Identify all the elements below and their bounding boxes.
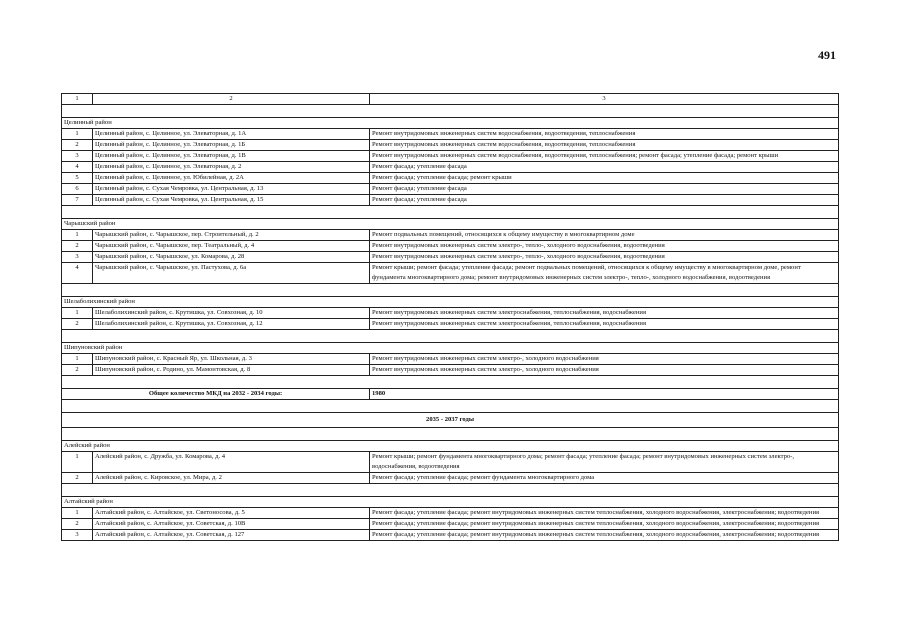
row-address: Алтайский район, с. Алтайское, ул. Светоносова, д. 5 bbox=[93, 508, 370, 519]
row-work-type: Ремонт внутридомовых инженерных систем электро-, тепло-, холодного водоснабжения, водоотведения bbox=[370, 241, 839, 252]
spacer-cell bbox=[62, 284, 839, 297]
table-row bbox=[62, 162, 839, 173]
row-work-type: Ремонт внутридомовых инженерных систем электро-, холодного водоснабжения bbox=[370, 365, 839, 376]
row-number: 1 bbox=[62, 354, 93, 365]
district-row bbox=[62, 497, 839, 508]
spacer-row bbox=[62, 400, 839, 413]
spacer-row bbox=[62, 376, 839, 389]
district-row bbox=[62, 297, 839, 308]
table-row bbox=[62, 354, 839, 365]
row-address: Шипуновский район, с. Красный Яр, ул. Школьная, д. 3 bbox=[93, 354, 370, 365]
row-number: 2 bbox=[62, 140, 93, 151]
table-row bbox=[62, 173, 839, 184]
row-address: Алейский район, с. Кировское, ул. Мира, д. 2 bbox=[93, 473, 370, 484]
row-work-type: Ремонт внутридомовых инженерных систем электроснабжения, теплоснабжения, водоснабжения bbox=[370, 308, 839, 319]
row-number: 6 bbox=[62, 184, 93, 195]
table-row bbox=[62, 241, 839, 252]
row-work-type: Ремонт фасада; утепление фасада bbox=[370, 162, 839, 173]
row-address: Чарышский район, с. Чарышское, ул. Комарова, д. 28 bbox=[93, 252, 370, 263]
row-number: 5 bbox=[62, 173, 93, 184]
row-work-type: Ремонт подвальных помещений, относящихся к общему имуществу в многоквартирном доме bbox=[370, 230, 839, 241]
period-heading: 2035 - 2037 годы bbox=[62, 413, 839, 428]
district-name: Алтайский район bbox=[62, 497, 839, 508]
table-row bbox=[62, 252, 839, 263]
district-row bbox=[62, 118, 839, 129]
row-number: 2 bbox=[62, 365, 93, 376]
row-work-type: Ремонт внутридомовых инженерных систем водоснабжения, водоотведения, теплоснабжения bbox=[370, 140, 839, 151]
row-work-type: Ремонт внутридомовых инженерных систем электро-, тепло-, холодного водоснабжения, водоотведения bbox=[370, 252, 839, 263]
row-number: 2 bbox=[62, 473, 93, 484]
period-row bbox=[62, 413, 839, 428]
row-work-type: Ремонт фасада; утепление фасада; ремонт крыши bbox=[370, 173, 839, 184]
row-address: Алтайский район, с. Алтайское, ул. Советская, д. 127 bbox=[93, 530, 370, 541]
row-work-type: Ремонт крыши; ремонт фасада; утепление фасада; ремонт подвальных помещений, относящихся к общему имуществу в многоквартирном доме, ремонт фундамента многоквартирного дома; ремонт внутридомовых инженерных систем электро-, тепло-, холодного водоснабжения, водоотведения bbox=[370, 263, 839, 284]
spacer-cell bbox=[62, 206, 839, 219]
table-row bbox=[62, 151, 839, 162]
row-number: 7 bbox=[62, 195, 93, 206]
row-number: 1 bbox=[62, 308, 93, 319]
row-number: 1 bbox=[62, 129, 93, 140]
row-work-type: Ремонт внутридомовых инженерных систем водоснабжения, водоотведения, теплоснабжения; ремонт фасада; утепление фасада; ремонт крыши bbox=[370, 151, 839, 162]
district-name: Шипуновский район bbox=[62, 343, 839, 354]
page-number: 491 bbox=[818, 48, 836, 62]
spacer-row bbox=[62, 428, 839, 441]
spacer-row bbox=[62, 105, 839, 118]
row-address: Целинный район, с. Целинное, ул. Элеваторная, д. 1В bbox=[93, 151, 370, 162]
row-address: Шелаболихинский район, с. Крутишка, ул. Совхозная, д. 12 bbox=[93, 319, 370, 330]
row-number: 3 bbox=[62, 530, 93, 541]
table-row bbox=[62, 140, 839, 151]
total-row bbox=[62, 389, 839, 400]
district-row bbox=[62, 441, 839, 452]
row-number: 4 bbox=[62, 162, 93, 173]
spacer-cell bbox=[62, 428, 839, 441]
table-row bbox=[62, 184, 839, 195]
table-row bbox=[62, 129, 839, 140]
column-address-header: 2 bbox=[93, 94, 370, 105]
spacer-row bbox=[62, 330, 839, 343]
row-work-type: Ремонт фасада; утепление фасада; ремонт внутридомовых инженерных систем теплоснабжения, холодного водоснабжения, электроснабжения; водоотведения bbox=[370, 530, 839, 541]
row-work-type: Ремонт фасада; утепление фасада; ремонт внутридомовых инженерных систем теплоснабжения, холодного водоснабжения, электроснабжения; водоотведения bbox=[370, 519, 839, 530]
table-row bbox=[62, 230, 839, 241]
table-row bbox=[62, 263, 839, 284]
row-address: Целинный район, с. Сухая Чемровка, ул. Центральная, д. 13 bbox=[93, 184, 370, 195]
row-address: Целинный район, с. Целинное, ул. Элеваторная, д. 1Б bbox=[93, 140, 370, 151]
spacer-cell bbox=[62, 105, 839, 118]
row-work-type: Ремонт крыши; ремонт фундамента многоквартирного дома; ремонт фасада; утепление фасада; ремонт внутридомовых инженерных систем электро-, водоснабжения, водоотведения bbox=[370, 452, 839, 473]
spacer-row bbox=[62, 206, 839, 219]
row-work-type: Ремонт фасада; утепление фасада bbox=[370, 195, 839, 206]
column-work-header: 3 bbox=[370, 94, 839, 105]
column-number-header: 1 bbox=[62, 94, 93, 105]
spacer-cell bbox=[62, 330, 839, 343]
row-number: 4 bbox=[62, 263, 93, 284]
row-work-type: Ремонт внутридомовых инженерных систем водоснабжения, водоотведения, теплоснабжения bbox=[370, 129, 839, 140]
district-name: Чарышский район bbox=[62, 219, 839, 230]
table-row bbox=[62, 473, 839, 484]
row-number: 3 bbox=[62, 252, 93, 263]
row-number: 2 bbox=[62, 519, 93, 530]
table-row bbox=[62, 308, 839, 319]
row-work-type: Ремонт фасада; утепление фасада; ремонт фундамента многоквартирного дома bbox=[370, 473, 839, 484]
row-work-type: Ремонт внутридомовых инженерных систем электроснабжения, теплоснабжения, водоснабжения bbox=[370, 319, 839, 330]
spacer-cell bbox=[62, 484, 839, 497]
table-row bbox=[62, 319, 839, 330]
spacer-cell bbox=[62, 376, 839, 389]
district-name: Алейский район bbox=[62, 441, 839, 452]
table-row bbox=[62, 365, 839, 376]
total-value: 1980 bbox=[370, 389, 839, 400]
row-work-type: Ремонт фасада; утепление фасада bbox=[370, 184, 839, 195]
spacer-cell bbox=[62, 400, 839, 413]
total-label: Общее количество МКД на 2032 - 2034 годы: bbox=[62, 389, 370, 400]
district-row bbox=[62, 343, 839, 354]
row-address: Шелаболихинский район, с. Крутишка, ул. Совхозная, д. 10 bbox=[93, 308, 370, 319]
row-work-type: Ремонт фасада; утепление фасада; ремонт внутридомовых инженерных систем теплоснабжения, холодного водоснабжения, электроснабжения; водоотведения bbox=[370, 508, 839, 519]
row-address: Целинный район, с. Целинное, ул. Юбилейная, д. 2А bbox=[93, 173, 370, 184]
table-row bbox=[62, 519, 839, 530]
row-number: 1 bbox=[62, 452, 93, 473]
row-address: Шипуновский район, с. Родино, ул. Мамонтовская, д. 8 bbox=[93, 365, 370, 376]
district-name: Целинный район bbox=[62, 118, 839, 129]
district-name: Шелаболихинский район bbox=[62, 297, 839, 308]
row-number: 3 bbox=[62, 151, 93, 162]
row-address: Целинный район, с. Сухая Чемровка, ул. Центральная, д. 15 bbox=[93, 195, 370, 206]
row-address: Целинный район, с. Целинное, ул. Элеваторная, д. 2 bbox=[93, 162, 370, 173]
table-row bbox=[62, 530, 839, 541]
column-header-row bbox=[62, 94, 839, 105]
row-number: 2 bbox=[62, 319, 93, 330]
row-number: 1 bbox=[62, 508, 93, 519]
row-address: Целинный район, с. Целинное, ул. Элеваторная, д. 1А bbox=[93, 129, 370, 140]
spacer-row bbox=[62, 284, 839, 297]
table-row bbox=[62, 195, 839, 206]
row-number: 2 bbox=[62, 241, 93, 252]
row-address: Алейский район, с. Дружба, ул. Комарова, д. 4 bbox=[93, 452, 370, 473]
row-work-type: Ремонт внутридомовых инженерных систем электро-, холодного водоснабжения bbox=[370, 354, 839, 365]
row-number: 1 bbox=[62, 230, 93, 241]
table-row bbox=[62, 452, 839, 473]
housing-repair-table bbox=[61, 93, 839, 541]
row-address: Чарышский район, с. Чарышское, ул. Пастухова, д. 6а bbox=[93, 263, 370, 284]
row-address: Чарышский район, с. Чарышское, пер. Строительный, д. 2 bbox=[93, 230, 370, 241]
row-address: Чарышский район, с. Чарышское, пер. Театральный, д. 4 bbox=[93, 241, 370, 252]
table-row bbox=[62, 508, 839, 519]
spacer-row bbox=[62, 484, 839, 497]
district-row bbox=[62, 219, 839, 230]
row-address: Алтайский район, с. Алтайское, ул. Советская, д. 10В bbox=[93, 519, 370, 530]
